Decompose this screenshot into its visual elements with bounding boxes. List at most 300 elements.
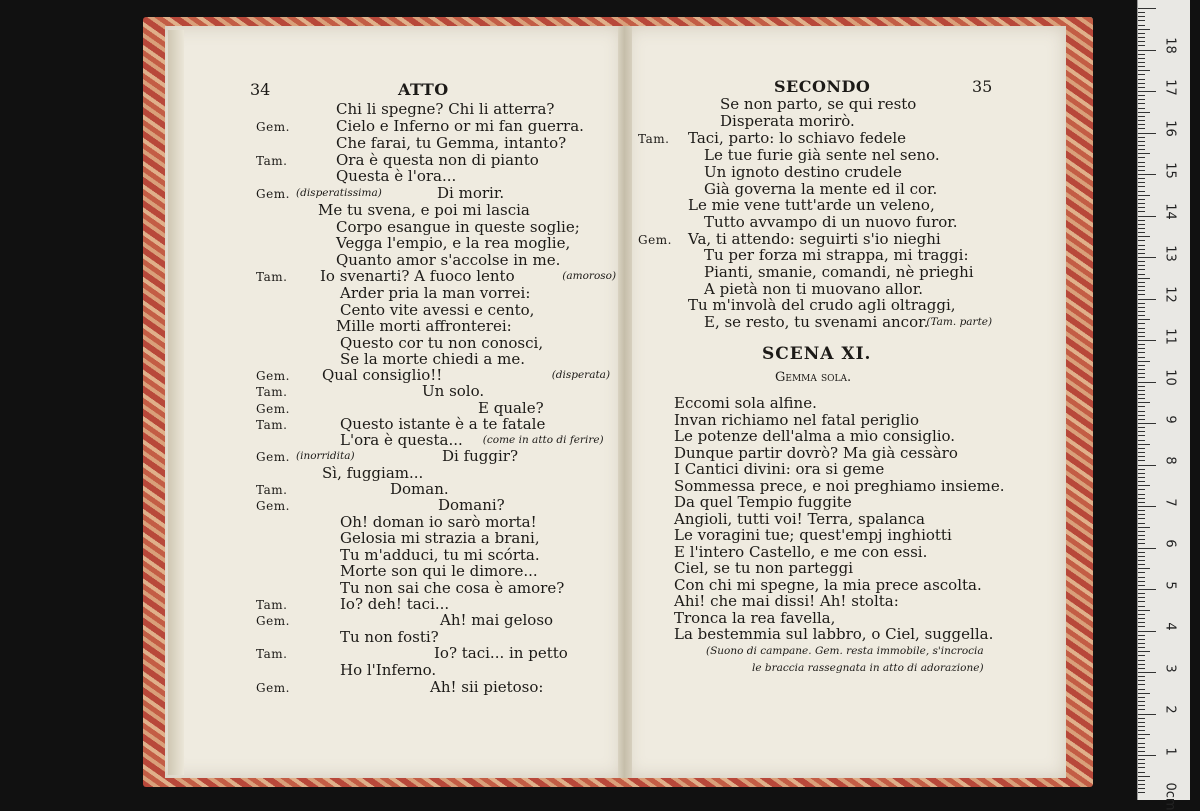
ruler-tick	[1138, 784, 1145, 785]
left-speaker: Tam.	[256, 154, 288, 168]
monologue-line: Con chi mi spegne, la mia prece ascolta.	[674, 575, 982, 594]
monologue-line: I Cantici divini: ora si geme	[674, 460, 885, 478]
ruler-tick	[1138, 128, 1145, 129]
ruler-number: 7	[1162, 497, 1178, 507]
left-stage-direction: (inorridita)	[296, 450, 355, 462]
ruler-number: 1	[1162, 746, 1178, 756]
ruler-tick	[1138, 153, 1150, 154]
monologue-line: Eccomi sola alfine.	[674, 394, 817, 412]
left-verse-line: Io? deh! taci...	[340, 595, 450, 613]
ruler-tick	[1138, 220, 1145, 221]
ruler-tick	[1138, 767, 1145, 768]
ruler-tick	[1138, 651, 1150, 652]
ruler-tick	[1138, 95, 1145, 96]
right-speaker: Gem.	[638, 233, 672, 247]
right-verse-line: A pietà non ti muovano allor.	[704, 280, 923, 298]
ruler-tick	[1138, 643, 1145, 644]
ruler-tick	[1138, 178, 1145, 179]
monologue-line: Tronca la rea favella,	[674, 608, 836, 627]
ruler-tick	[1138, 647, 1145, 648]
ruler-number: 10	[1162, 369, 1178, 386]
left-verse-line: Tu non fosti?	[340, 628, 439, 646]
ruler-tick	[1138, 87, 1145, 88]
ruler-tick	[1138, 684, 1145, 685]
ruler-tick	[1138, 124, 1145, 125]
left-verse-line: Arder pria la man vorrei:	[340, 284, 531, 302]
ruler-tick	[1138, 50, 1156, 51]
ruler-tick	[1138, 91, 1156, 92]
left-verse-line: Chi li spegne? Chi li atterra?	[336, 100, 555, 118]
left-verse-line: Quanto amor s'accolse in me.	[336, 251, 561, 269]
ruler-tick	[1138, 228, 1145, 229]
ruler-tick	[1138, 145, 1145, 146]
ruler-tick	[1138, 552, 1145, 553]
ruler-tick	[1138, 626, 1145, 627]
stage-direction-line-2: le braccia rassegnata in atto di adorazione)	[752, 662, 984, 674]
ruler-tick	[1138, 431, 1145, 432]
ruler-tick	[1138, 606, 1145, 607]
ruler-tick	[1138, 406, 1145, 407]
ruler-number: 13	[1162, 244, 1178, 262]
ruler-tick	[1138, 386, 1145, 387]
ruler-tick	[1138, 137, 1145, 138]
left-verse-line: Vegga l'empio, e la rea moglie,	[336, 234, 571, 252]
right-verse-line: Tu m'involà del crudo agli oltraggi,	[688, 296, 956, 314]
ruler-tick	[1138, 498, 1145, 499]
left-speaker: Gem.	[256, 499, 290, 513]
ruler-tick	[1138, 701, 1145, 702]
ruler-number: 4	[1162, 622, 1178, 631]
right-verse-line: Le tue furie già sente nel seno.	[704, 146, 940, 164]
ruler-tick	[1138, 734, 1150, 735]
ruler-tick	[1138, 456, 1145, 457]
ruler-tick	[1138, 601, 1145, 602]
ruler-tick	[1138, 705, 1145, 706]
ruler-tick	[1138, 303, 1145, 304]
ruler-tick	[1138, 382, 1156, 383]
ruler-tick	[1138, 502, 1145, 503]
ruler-tick	[1138, 261, 1145, 262]
left-speaker: Gem.	[256, 614, 290, 628]
left-verse-line: Me tu svena, e poi mi lascia	[318, 201, 530, 219]
ruler-tick	[1138, 373, 1145, 374]
ruler-tick	[1138, 448, 1145, 449]
monologue-line: Le potenze dell'alma a mio consiglio.	[674, 427, 956, 445]
ruler-tick	[1138, 473, 1145, 474]
ruler-tick	[1138, 676, 1145, 677]
monologue-line: Invan richiamo nel fatal periglio	[674, 410, 920, 429]
left-verse-line: Gelosia mi strazia a brani,	[340, 529, 540, 547]
ruler-tick	[1138, 191, 1145, 192]
ruler-tick	[1138, 402, 1150, 403]
ruler-tick	[1138, 631, 1156, 632]
ruler-tick	[1138, 182, 1145, 183]
ruler-tick	[1138, 730, 1145, 731]
ruler-tick	[1138, 12, 1145, 13]
ruler-tick	[1138, 133, 1156, 134]
ruler-tick	[1138, 149, 1145, 150]
ruler-tick	[1138, 738, 1145, 739]
left-verse-line: Tu non sai che cosa è amore?	[340, 579, 565, 597]
monologue-line: La bestemmia sul labbro, o Ciel, suggella.	[674, 625, 994, 643]
ruler-tick	[1138, 776, 1150, 777]
ruler-tick	[1138, 8, 1156, 9]
ruler-tick	[1138, 99, 1145, 100]
ruler-tick	[1138, 689, 1145, 690]
left-verse-line: Un solo.	[422, 382, 485, 400]
ruler-tick	[1138, 444, 1150, 445]
ruler-tick	[1138, 74, 1145, 75]
left-stage-direction: (come in atto di ferire)	[482, 434, 604, 446]
ruler-tick	[1138, 788, 1145, 789]
right-verse-line: Le mie vene tutt'arde un veleno,	[688, 196, 935, 214]
ruler-tick	[1138, 41, 1145, 42]
left-verse-line: Di fuggir?	[442, 447, 519, 465]
right-verse-line: Pianti, smanie, comandi, nè prieghi	[704, 263, 974, 281]
ruler-tick	[1138, 20, 1145, 21]
ruler-number: 16	[1162, 120, 1178, 137]
ruler-tick	[1138, 323, 1145, 324]
left-verse-line: Io? taci... in petto	[434, 644, 568, 662]
ruler-number: 0cm	[1162, 782, 1178, 811]
ruler-tick	[1138, 560, 1145, 561]
ruler-tick	[1138, 116, 1145, 117]
ruler-tick	[1138, 315, 1145, 316]
page-stack-edge	[168, 30, 184, 775]
ruler-tick	[1138, 265, 1145, 266]
ruler-tick	[1138, 45, 1145, 46]
ruler-tick	[1138, 581, 1145, 582]
book-gutter	[618, 26, 632, 778]
ruler-tick	[1138, 332, 1145, 333]
ruler-tick	[1138, 249, 1145, 250]
ruler-tick	[1138, 365, 1145, 366]
left-speaker: Gem.	[256, 402, 290, 416]
ruler-tick	[1138, 307, 1145, 308]
ruler-tick	[1138, 514, 1145, 515]
ruler-tick	[1138, 311, 1145, 312]
ruler-tick	[1138, 427, 1145, 428]
ruler-tick	[1138, 660, 1145, 661]
ruler-number: 9	[1162, 414, 1178, 424]
ruler-tick	[1138, 415, 1145, 416]
ruler-tick	[1138, 772, 1145, 773]
left-running-head: ATTO	[398, 80, 449, 99]
ruler-tick	[1138, 568, 1150, 569]
left-speaker: Tam.	[256, 270, 288, 284]
ruler-tick	[1138, 141, 1145, 142]
ruler-tick	[1138, 452, 1145, 453]
scene-subtitle: Gemma sola.	[775, 370, 852, 385]
ruler-tick	[1138, 348, 1145, 349]
monologue-line: E l'intero Castello, e me con essi.	[674, 542, 928, 561]
right-verse-line: Taci, parto: lo schiavo fedele	[688, 129, 907, 147]
ruler-tick	[1138, 319, 1150, 320]
right-verse-line: Tu per forza mi strappa, mi traggi:	[704, 246, 969, 264]
ruler-number: 14	[1162, 203, 1178, 220]
ruler-tick	[1138, 37, 1145, 38]
ruler-tick	[1138, 465, 1156, 466]
left-speaker: Tam.	[256, 647, 288, 661]
ruler-tick	[1138, 195, 1150, 196]
ruler-tick	[1138, 709, 1145, 710]
ruler-tick	[1138, 435, 1145, 436]
ruler-tick	[1138, 257, 1156, 258]
ruler-tick	[1138, 589, 1156, 590]
ruler-tick	[1138, 157, 1145, 158]
ruler-tick	[1138, 16, 1145, 17]
ruler-tick	[1138, 274, 1145, 275]
ruler-tick	[1138, 664, 1145, 665]
ruler-tick	[1138, 523, 1145, 524]
left-verse-line: Ah! mai geloso	[440, 611, 554, 629]
ruler-number: 12	[1162, 286, 1178, 303]
ruler-tick	[1138, 460, 1145, 461]
ruler-tick	[1138, 759, 1145, 760]
left-speaker: Gem.	[256, 450, 290, 464]
monologue-line: Da quel Tempio fuggite	[674, 493, 852, 511]
left-verse-line: Doman.	[390, 480, 449, 498]
right-speaker: Tam.	[638, 132, 670, 146]
monologue-line: Ahi! che mai dissi! Ah! stolta:	[674, 592, 899, 610]
left-speaker: Gem.	[256, 369, 290, 383]
ruler-tick	[1138, 224, 1145, 225]
scene-title: SCENA XI.	[762, 344, 872, 364]
ruler-tick	[1138, 792, 1145, 793]
ruler-tick	[1138, 494, 1145, 495]
monologue-line: Sommessa prece, e noi preghiamo insieme.	[674, 476, 1005, 495]
left-verse-line: Ah! sii pietoso:	[430, 678, 544, 696]
ruler-tick	[1138, 62, 1145, 63]
ruler-number: 8	[1162, 456, 1178, 465]
ruler-tick	[1138, 245, 1145, 246]
ruler-tick	[1138, 572, 1145, 573]
ruler-tick	[1138, 722, 1145, 723]
left-page-number: 34	[250, 80, 271, 99]
ruler-tick	[1138, 635, 1145, 636]
left-verse-line: Cielo e Inferno or mi fan guerra.	[336, 117, 584, 135]
ruler-tick	[1138, 240, 1145, 241]
ruler-tick	[1138, 344, 1145, 345]
ruler-tick	[1138, 419, 1145, 420]
ruler-tick	[1138, 743, 1145, 744]
ruler-tick	[1138, 25, 1145, 26]
left-verse-line: Io svenarti? A fuoco lento	[320, 267, 515, 285]
ruler-tick	[1138, 299, 1156, 300]
ruler-tick	[1138, 170, 1145, 171]
left-speaker: Tam.	[256, 483, 288, 497]
ruler-tick	[1138, 506, 1156, 507]
ruler-tick	[1138, 697, 1145, 698]
monologue-line: Dunque partir dovrò? Ma già cessàro	[674, 443, 958, 462]
left-speaker: Gem.	[256, 187, 290, 201]
measurement-ruler	[1137, 0, 1190, 811]
ruler-tick	[1138, 336, 1145, 337]
ruler-tick	[1138, 510, 1145, 511]
ruler-tick	[1138, 207, 1145, 208]
left-verse-line: Questo cor tu non conosci,	[340, 334, 544, 352]
ruler-tick	[1138, 535, 1145, 536]
left-verse-line: Se la morte chiedi a me.	[340, 350, 526, 368]
ruler-tick	[1138, 693, 1150, 694]
ruler-tick	[1138, 668, 1145, 669]
left-verse-line: Qual consiglio!!	[322, 366, 443, 384]
ruler-tick	[1138, 29, 1150, 30]
ruler-tick	[1138, 112, 1150, 113]
ruler-number: 5	[1162, 580, 1178, 590]
ruler-tick	[1138, 751, 1145, 752]
ruler-tick	[1138, 485, 1150, 486]
ruler-tick	[1138, 539, 1145, 540]
ruler-tick	[1138, 103, 1145, 104]
right-verse-line: Tutto avvampo di un nuovo furor.	[704, 213, 958, 231]
right-verse-line: E, se resto, tu svenami ancor.	[704, 313, 929, 331]
ruler-tick	[1138, 340, 1156, 341]
left-verse-line: Corpo esangue in queste soglie;	[336, 218, 580, 236]
ruler-tick	[1138, 593, 1145, 594]
ruler-tick	[1138, 556, 1145, 557]
right-verse-line: Disperata morirò.	[720, 112, 855, 130]
monologue-line: Angioli, tutti voi! Terra, spalanca	[674, 509, 925, 528]
stage-direction-line-1: (Suono di campane. Gem. resta immobile, s'incrocia	[706, 645, 984, 657]
left-stage-direction: (disperata)	[551, 369, 611, 381]
left-verse-line: Domani?	[438, 496, 505, 514]
left-speaker: Gem.	[256, 120, 290, 134]
ruler-tick	[1138, 577, 1145, 578]
ruler-tick	[1138, 548, 1156, 549]
monologue-line: Ciel, se tu non parteggi	[674, 559, 854, 577]
left-speaker: Tam.	[256, 598, 288, 612]
ruler-tick	[1138, 527, 1150, 528]
ruler-tick	[1138, 328, 1145, 329]
left-verse-line: Questa è l'ora...	[336, 167, 457, 185]
ruler-tick	[1138, 253, 1145, 254]
ruler-number: 3	[1162, 663, 1178, 673]
right-verse-line: Già governa la mente ed il cor.	[704, 180, 938, 198]
ruler-tick	[1138, 614, 1145, 615]
left-verse-line: L'ora è questa...	[340, 431, 463, 449]
ruler-tick	[1138, 622, 1145, 623]
left-speaker: Tam.	[256, 385, 288, 399]
ruler-number: 18	[1162, 37, 1178, 54]
ruler-tick	[1138, 481, 1145, 482]
ruler-tick	[1138, 70, 1150, 71]
ruler-tick	[1138, 780, 1145, 781]
ruler-tick	[1138, 680, 1145, 681]
ruler-tick	[1138, 66, 1145, 67]
ruler-tick	[1138, 232, 1145, 233]
ruler-tick	[1138, 423, 1156, 424]
left-verse-line: E quale?	[478, 399, 544, 417]
ruler-tick	[1138, 120, 1145, 121]
ruler-tick	[1138, 597, 1145, 598]
ruler-number: 17	[1162, 78, 1178, 96]
ruler-tick	[1138, 469, 1145, 470]
ruler-tick	[1138, 394, 1145, 395]
ruler-tick	[1138, 236, 1150, 237]
ruler-tick	[1138, 564, 1145, 565]
ruler-tick	[1138, 278, 1150, 279]
right-verse-line: Se non parto, se qui resto	[720, 95, 917, 113]
left-verse-line: Oh! doman io sarò morta!	[340, 513, 537, 531]
ruler-tick	[1138, 655, 1145, 656]
right-page-number: 35	[972, 77, 993, 96]
ruler-tick	[1138, 282, 1145, 283]
ruler-tick	[1138, 672, 1156, 673]
ruler-tick	[1138, 186, 1145, 187]
right-verse-line: Un ignoto destino crudele	[704, 163, 902, 181]
ruler-tick	[1138, 357, 1145, 358]
ruler-tick	[1138, 763, 1145, 764]
left-speaker: Tam.	[256, 418, 288, 432]
ruler-number: 15	[1162, 161, 1178, 179]
ruler-tick	[1138, 203, 1145, 204]
ruler-tick	[1138, 531, 1145, 532]
left-verse-line: Sì, fuggiam...	[322, 464, 424, 482]
ruler-tick	[1138, 79, 1145, 80]
ruler-tick	[1138, 162, 1145, 163]
ruler-tick	[1138, 216, 1156, 217]
left-verse-line: Morte son qui le dimore...	[340, 562, 538, 580]
ruler-tick	[1138, 83, 1145, 84]
ruler-tick	[1138, 639, 1145, 640]
ruler-tick	[1138, 477, 1145, 478]
right-stage-direction: (Tam. parte)	[926, 316, 993, 328]
ruler-tick	[1138, 411, 1145, 412]
ruler-tick	[1138, 610, 1150, 611]
left-speaker: Gem.	[256, 681, 290, 695]
ruler-tick	[1138, 398, 1145, 399]
ruler-tick	[1138, 352, 1145, 353]
left-stage-direction: (amoroso)	[562, 270, 617, 282]
ruler-tick	[1138, 585, 1145, 586]
ruler-tick	[1138, 174, 1156, 175]
left-verse-line: Ora è questa non di pianto	[336, 151, 539, 169]
ruler-tick	[1138, 489, 1145, 490]
ruler-tick	[1138, 755, 1156, 756]
ruler-tick	[1138, 618, 1145, 619]
ruler-tick	[1138, 390, 1145, 391]
ruler-tick	[1138, 199, 1145, 200]
ruler-tick	[1138, 369, 1145, 370]
ruler-tick	[1138, 714, 1156, 715]
right-verse-line: Va, ti attendo: seguirti s'io nieghi	[688, 230, 941, 248]
ruler-tick	[1138, 286, 1145, 287]
left-verse-line: Tu m'adduci, tu mi scórta.	[340, 546, 540, 564]
ruler-number: 11	[1162, 327, 1178, 345]
ruler-tick	[1138, 518, 1145, 519]
left-verse-line: Di morir.	[437, 184, 505, 202]
ruler-tick	[1138, 747, 1145, 748]
ruler-tick	[1138, 166, 1145, 167]
ruler-tick	[1138, 211, 1145, 212]
ruler-tick	[1138, 377, 1145, 378]
left-stage-direction: (disperatissima)	[296, 187, 382, 199]
left-verse-line: Cento vite avessi e cento,	[340, 301, 535, 319]
ruler-number: 6	[1162, 539, 1178, 548]
ruler-tick	[1138, 54, 1145, 55]
ruler-tick	[1138, 718, 1145, 719]
left-verse-line: Mille morti affronterei:	[336, 317, 512, 335]
ruler-tick	[1138, 543, 1145, 544]
ruler-tick	[1138, 58, 1145, 59]
monologue-line: Le voragini tue; quest'empj inghiotti	[674, 526, 952, 544]
ruler-tick	[1138, 290, 1145, 291]
left-verse-line: Ho l'Inferno.	[340, 661, 437, 679]
ruler-tick	[1138, 726, 1145, 727]
ruler-tick	[1138, 33, 1145, 34]
ruler-tick	[1138, 269, 1145, 270]
